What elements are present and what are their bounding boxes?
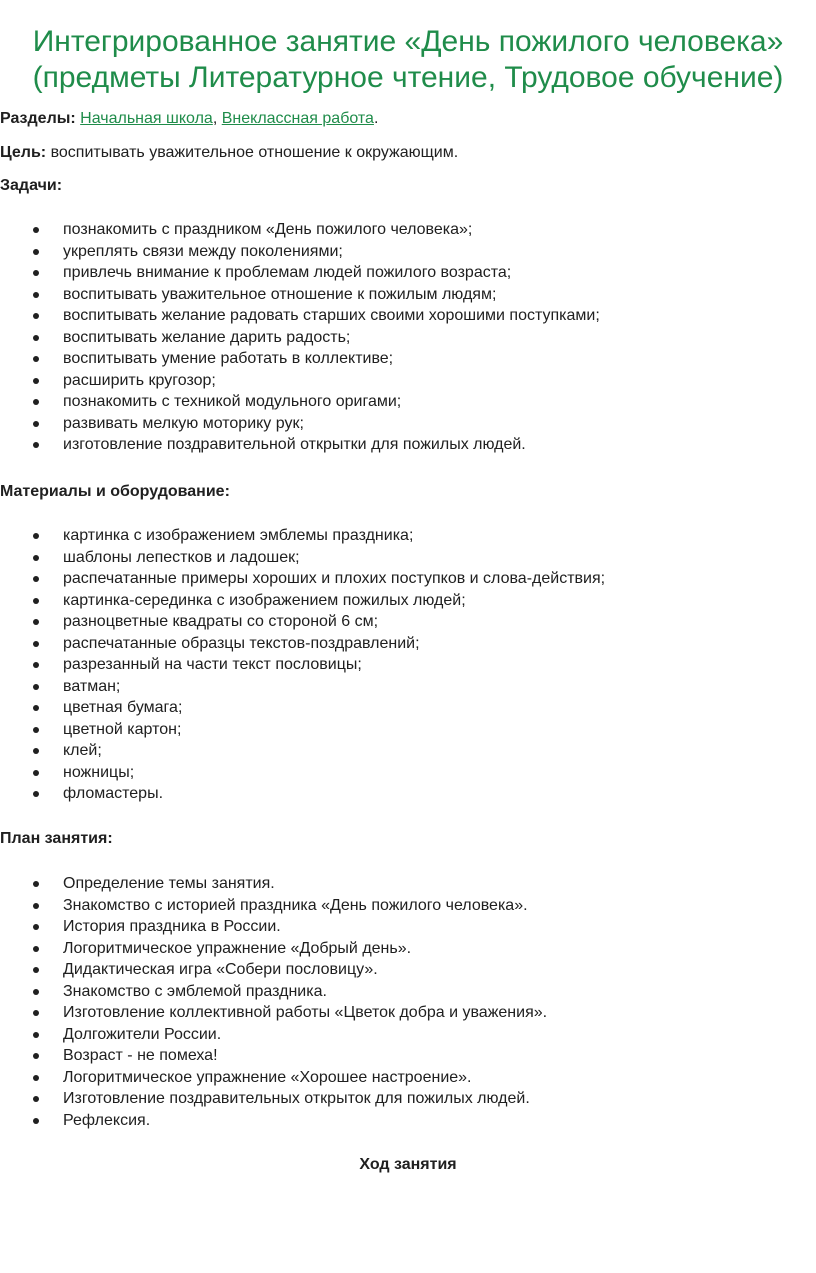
plan-list — [0, 873, 547, 1131]
materials-heading: Материалы и оборудование: — [0, 483, 230, 500]
material-list-item: шаблоны лепестков и ладошек; — [0, 547, 605, 569]
task-list-item: воспитывать желание дарить радость; — [0, 327, 600, 349]
sections-end: . — [373, 110, 379, 127]
page-title — [0, 24, 816, 96]
plan-list-item: История праздника в России. — [0, 916, 547, 938]
task-list-item: изготовление поздравительной открытки для пожилых людей. — [0, 434, 600, 456]
material-list-item: цветной картон; — [0, 719, 605, 741]
plan-list-item: Изготовление коллективной работы «Цветок добра и уважения». — [0, 1002, 547, 1024]
plan-list-item: Логоритмическое упражнение «Добрый день». — [0, 938, 547, 960]
sections-label: Разделы: — [0, 110, 76, 127]
page-title-line-2: (предметы Литературное чтение, Трудовое обучение) — [32, 61, 784, 94]
tasks-list — [0, 219, 600, 456]
plan-list-item: Логоритмическое упражнение «Хорошее настроение». — [0, 1067, 547, 1089]
page-title-line-1: Интегрированное занятие «День пожилого человека» — [32, 25, 784, 58]
course-heading: Ход занятия — [359, 1156, 457, 1173]
task-list-item: развивать мелкую моторику рук; — [0, 413, 600, 435]
task-list-item: познакомить с праздником «День пожилого человека»; — [0, 219, 600, 241]
tasks-heading: Задачи: — [0, 177, 63, 194]
material-list-item: разрезанный на части текст пословицы; — [0, 654, 605, 676]
goal-text: воспитывать уважительное отношение к окружающим. — [50, 144, 459, 161]
material-list-item: распечатанные образцы текстов-поздравлений; — [0, 633, 605, 655]
material-list-item: картинка с изображением эмблемы праздника; — [0, 525, 605, 547]
task-list-item: воспитывать уважительное отношение к пожилым людям; — [0, 284, 600, 306]
sections-separator: , — [212, 110, 218, 127]
materials-list — [0, 525, 605, 805]
plan-list-item: Рефлексия. — [0, 1110, 547, 1132]
task-list-item: расширить кругозор; — [0, 370, 600, 392]
task-list-item: воспитывать желание радовать старших своими хорошими поступками; — [0, 305, 600, 327]
task-list-item: укреплять связи между поколениями; — [0, 241, 600, 263]
material-list-item: картинка-серединка с изображением пожилых людей; — [0, 590, 605, 612]
plan-list-item: Долгожители России. — [0, 1024, 547, 1046]
plan-list-item: Изготовление поздравительных открыток для пожилых людей. — [0, 1088, 547, 1110]
material-list-item: цветная бумага; — [0, 697, 605, 719]
task-list-item: воспитывать умение работать в коллективе; — [0, 348, 600, 370]
plan-list-item: Определение темы занятия. — [0, 873, 547, 895]
plan-list-item: Знакомство с историей праздника «День пожилого человека». — [0, 895, 547, 917]
plan-list-item: Возраст - не помеха! — [0, 1045, 547, 1067]
material-list-item: клей; — [0, 740, 605, 762]
plan-list-item: Дидактическая игра «Собери пословицу». — [0, 959, 547, 981]
plan-heading: План занятия: — [0, 830, 113, 847]
primary-school-link[interactable]: Начальная школа — [80, 110, 213, 127]
material-list-item: ватман; — [0, 676, 605, 698]
material-list-item: ножницы; — [0, 762, 605, 784]
plan-list-item: Знакомство с эмблемой праздника. — [0, 981, 547, 1003]
goal-line — [0, 143, 458, 163]
goal-label: Цель: — [0, 144, 47, 161]
material-list-item: фломастеры. — [0, 783, 605, 805]
task-list-item: познакомить с техникой модульного оригами; — [0, 391, 600, 413]
task-list-item: привлечь внимание к проблемам людей пожилого возраста; — [0, 262, 600, 284]
sections-line — [0, 109, 378, 129]
material-list-item: распечатанные примеры хороших и плохих поступков и слова-действия; — [0, 568, 605, 590]
material-list-item: разноцветные квадраты со стороной 6 см; — [0, 611, 605, 633]
extracurricular-link[interactable]: Внеклассная работа — [221, 110, 374, 127]
